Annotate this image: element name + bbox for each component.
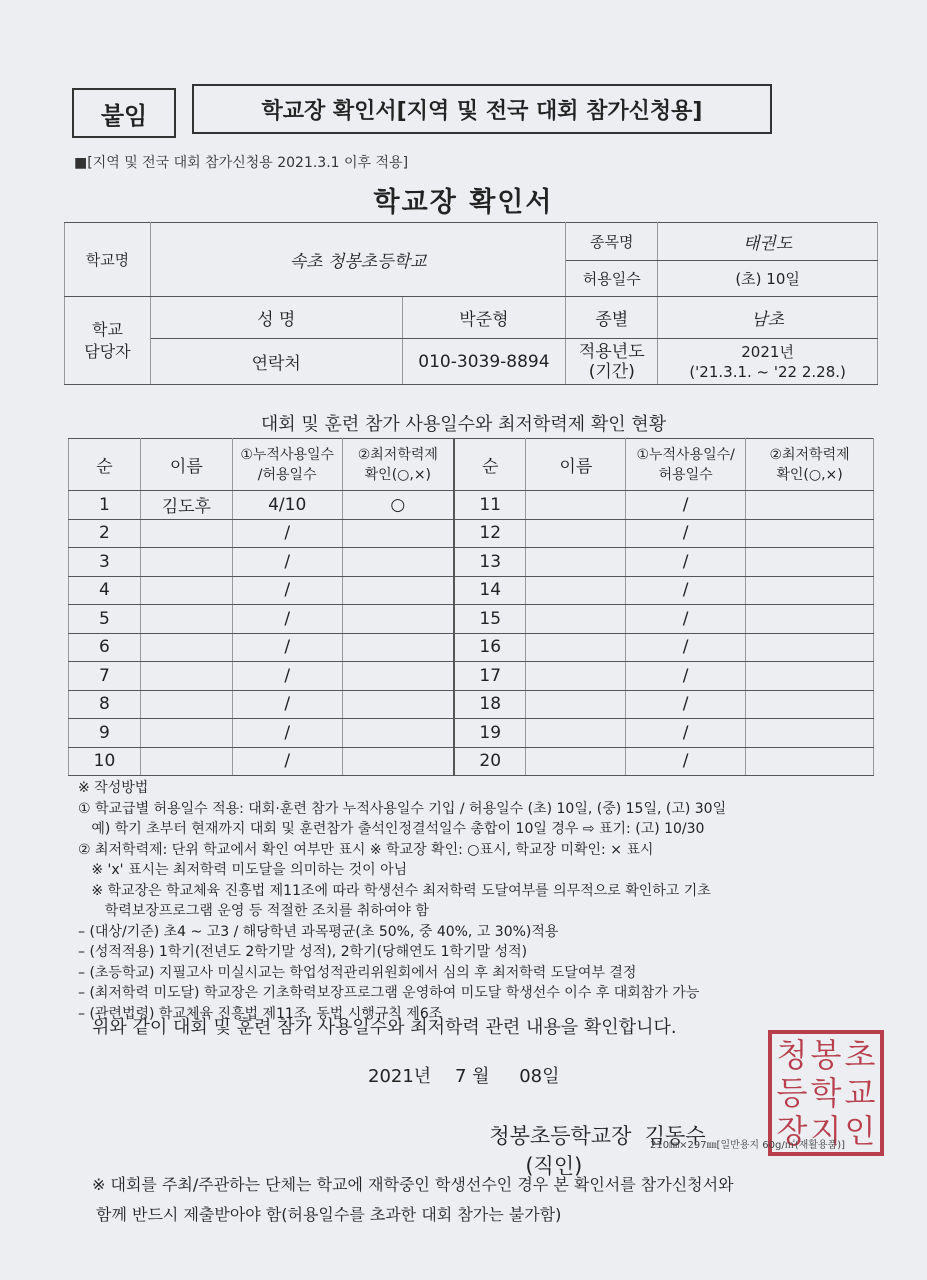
row-check-right (746, 690, 874, 719)
row-check-right (746, 605, 874, 634)
row-no: 1 (69, 491, 141, 520)
gender-value: 남초 (658, 297, 878, 339)
table-row (69, 747, 874, 776)
allowed-days-label: 허용일수 (566, 261, 658, 297)
note-line: 예) 학기 초부터 현재까지 대회 및 훈련참가 출석인정결석일수 총합이 10일 경우 ⇨ 표기: (고) 10/30 (78, 821, 705, 837)
row-check (342, 633, 454, 662)
row-no-right: 14 (454, 576, 526, 605)
row-name (140, 747, 232, 776)
footer-note (92, 1170, 734, 1230)
header-name: 이름 (140, 439, 232, 491)
row-days: 4/10 (232, 491, 342, 520)
sport-value: 태권도 (658, 223, 878, 261)
row-no: 6 (69, 633, 141, 662)
row-name (140, 719, 232, 748)
row-no: 5 (69, 605, 141, 634)
header-days-right-line2: 허용일수 (658, 466, 713, 483)
contact-value: 010-3039-8894 (402, 339, 566, 385)
gender-label: 종별 (566, 297, 658, 339)
seal-character: 인 (844, 1112, 876, 1150)
writing-instructions (78, 778, 726, 1024)
note-line: – (대상/기준) 초4 ~ 고3 / 해당학년 과목평균(초 50%, 중 40%, 고 30%)적용 (78, 923, 559, 940)
footer-note-line2: 함께 반드시 제출받아야 함(허용일수를 초과한 대회 참가는 불가함) (96, 1205, 562, 1224)
apply-year-label (566, 339, 658, 385)
row-days: / (232, 605, 342, 634)
table-row (69, 548, 874, 577)
row-check (342, 605, 454, 634)
header-no-right: 순 (454, 439, 526, 491)
row-name-right (526, 747, 626, 776)
table-row (69, 719, 874, 748)
header-check-right-line2: 확인(○,×) (776, 466, 843, 483)
footer-note-line1: ※ 대회를 주최/주관하는 단체는 학교에 재학중인 학생선수인 경우 본 확인서를 참가신청서와 (92, 1175, 734, 1194)
row-days: / (232, 690, 342, 719)
header-name-right: 이름 (526, 439, 626, 491)
school-info-table (64, 222, 878, 385)
row-no-right: 16 (454, 633, 526, 662)
participation-table (68, 438, 874, 776)
apply-year-value (658, 339, 878, 385)
header-check-right (746, 439, 874, 491)
school-name-value: 속초 청봉초등학교 (150, 223, 565, 297)
row-check-right (746, 719, 874, 748)
row-days-right: / (626, 491, 746, 520)
row-name (140, 576, 232, 605)
row-name (140, 690, 232, 719)
header-days-line1: ①누적사용일수 (240, 446, 335, 463)
note-line: ① 학교급별 허용일수 적용: 대회·훈련 참가 누적사용일수 기입 / 허용일수 (초) 10일, (중) 15일, (고) 30일 (78, 800, 727, 817)
row-no-right: 18 (454, 690, 526, 719)
row-name (140, 662, 232, 691)
table-row (69, 519, 874, 548)
header-check-right-line1: ②최저학력제 (769, 446, 850, 463)
row-check-right (746, 747, 874, 776)
row-name-right (526, 633, 626, 662)
row-check (342, 690, 454, 719)
table-row (69, 605, 874, 634)
header-check-line1: ②최저학력제 (357, 446, 438, 463)
row-check-right (746, 633, 874, 662)
application-note: ■[지역 및 전국 대회 참가신청용 2021.3.1 이후 적용] (74, 155, 409, 171)
manager-label-line1: 학교 (91, 319, 123, 339)
contact-label: 연락처 (150, 339, 402, 385)
attachment-tag: 붙임 (72, 88, 176, 138)
row-name-right (526, 605, 626, 634)
signer-name: 청봉초등학교장 김동수 (489, 1124, 706, 1148)
note-line: – (초등학교) 지필고사 미실시교는 학업성적관리위원회에서 심의 후 최저학력 도달여부 결정 (78, 964, 637, 981)
row-no-right: 11 (454, 491, 526, 520)
row-check-right (746, 576, 874, 605)
seal-character: 초 (844, 1036, 876, 1074)
row-name-right (526, 690, 626, 719)
row-check (342, 662, 454, 691)
date-month: 7 월 (454, 1066, 490, 1087)
row-days: / (232, 747, 342, 776)
seal-character: 장 (776, 1112, 808, 1150)
header-days-right-line1: ①누적사용일수/ (636, 446, 735, 463)
row-days: / (232, 548, 342, 577)
row-check-right (746, 519, 874, 548)
row-no-right: 13 (454, 548, 526, 577)
signer-seal-label: (직인) (525, 1154, 583, 1178)
row-no-right: 19 (454, 719, 526, 748)
manager-label-line2: 담당자 (84, 341, 131, 361)
row-no: 7 (69, 662, 141, 691)
seal-character: 봉 (810, 1036, 842, 1074)
row-no-right: 12 (454, 519, 526, 548)
row-check-right (746, 548, 874, 577)
row-days-right: / (626, 690, 746, 719)
table-row (69, 491, 874, 520)
note-line: – (최저학력 미도달) 학교장은 기초학력보장프로그램 운영하여 미도달 학생선수 이수 후 대회참가 가능 (78, 985, 700, 1001)
table-row (69, 633, 874, 662)
manager-label (65, 297, 151, 385)
header-check (342, 439, 454, 491)
row-check-right (746, 662, 874, 691)
document-title: 학교장 확인서 (373, 187, 554, 218)
row-days-right: / (626, 719, 746, 748)
row-check: ○ (342, 491, 454, 520)
row-no-right: 17 (454, 662, 526, 691)
note-line: ※ 'x' 표시는 최저학력 미도달을 의미하는 것이 아님 (78, 862, 408, 878)
section-title: 대회 및 훈련 참가 사용일수와 최저학력제 확인 현황 (260, 414, 667, 435)
row-name (140, 633, 232, 662)
seal-character: 학 (810, 1074, 842, 1112)
row-no: 8 (69, 690, 141, 719)
header-check-line2: 확인(○,×) (364, 466, 432, 483)
row-days: / (232, 719, 342, 748)
row-name: 김도후 (140, 491, 232, 520)
row-name (140, 519, 232, 548)
apply-year-value-line1: 2021년 (741, 342, 794, 361)
seal-character: 청 (776, 1036, 808, 1074)
apply-year-value-line2: ('21.3.1. ~ '22 2.28.) (689, 362, 846, 381)
name-value: 박준형 (402, 297, 566, 339)
row-days-right: / (626, 605, 746, 634)
school-name-label: 학교명 (65, 223, 151, 297)
header-days-line2: /허용일수 (257, 466, 317, 483)
row-name-right (526, 719, 626, 748)
date-year: 2021년 (368, 1066, 432, 1087)
note-line: ② 최저학력제: 단위 학교에서 확인 여부만 표시 ※ 학교장 확인: ○표시, 학교장 미확인: × 표시 (78, 841, 654, 858)
note-line: ※ 학교장은 학교체육 진흥법 제11조에 따라 학생선수 최저학력 도달여부를 의무적으로 확인하고 기초 (78, 882, 711, 899)
confirmation-sentence: 위와 같이 대회 및 훈련 참가 사용일수와 최저학력 관련 내용을 확인합니다. (92, 1017, 677, 1038)
row-name-right (526, 548, 626, 577)
row-check (342, 519, 454, 548)
row-no-right: 20 (454, 747, 526, 776)
seal-character: 지 (810, 1112, 842, 1150)
note-line: 학력보장프로그램 운영 등 적절한 조치를 취하여야 함 (78, 903, 429, 919)
header-no: 순 (69, 439, 141, 491)
row-days-right: / (626, 576, 746, 605)
row-name (140, 548, 232, 577)
date-day: 08일 (519, 1066, 560, 1087)
row-days: / (232, 662, 342, 691)
note-line: – (성적적용) 1학기(전년도 2학기말 성적), 2학기(당해연도 1학기말 성적) (78, 944, 528, 960)
row-check (342, 747, 454, 776)
row-check (342, 719, 454, 748)
row-no: 10 (69, 747, 141, 776)
row-check (342, 576, 454, 605)
row-no-right: 15 (454, 605, 526, 634)
date-line (368, 1062, 560, 1088)
table-row (69, 576, 874, 605)
header-days (232, 439, 342, 491)
row-no: 4 (69, 576, 141, 605)
row-days: / (232, 519, 342, 548)
row-no: 9 (69, 719, 141, 748)
row-no: 3 (69, 548, 141, 577)
row-days-right: / (626, 548, 746, 577)
paper-spec: 210㎜×297㎜[일반용지 60g/㎡(재활용품)] (650, 1140, 846, 1151)
row-days: / (232, 576, 342, 605)
header-title-box: 학교장 확인서[지역 및 전국 대회 참가신청용] (192, 84, 772, 134)
note-line: – (관련법령) 학교체육 진흥법 제11조, 동법 시행규칙 제6조 (78, 1005, 443, 1022)
name-label: 성 명 (150, 297, 402, 339)
row-days-right: / (626, 633, 746, 662)
apply-year-label-line2: (기간) (588, 361, 635, 382)
row-name-right (526, 519, 626, 548)
note-line: ※ 작성방법 (78, 780, 149, 796)
row-no: 2 (69, 519, 141, 548)
row-name-right (526, 491, 626, 520)
allowed-days-value: (초) 10일 (658, 261, 878, 297)
seal-character: 교 (844, 1074, 876, 1112)
row-name-right (526, 576, 626, 605)
row-name-right (526, 662, 626, 691)
row-days-right: / (626, 747, 746, 776)
sport-label: 종목명 (566, 223, 658, 261)
seal-character: 등 (776, 1074, 808, 1112)
table-row (69, 690, 874, 719)
row-check (342, 548, 454, 577)
row-days-right: / (626, 519, 746, 548)
header-days-right (626, 439, 746, 491)
row-name (140, 605, 232, 634)
row-check-right (746, 491, 874, 520)
row-days: / (232, 633, 342, 662)
row-days-right: / (626, 662, 746, 691)
apply-year-label-line1: 적용년도 (578, 341, 645, 362)
table-row (69, 662, 874, 691)
